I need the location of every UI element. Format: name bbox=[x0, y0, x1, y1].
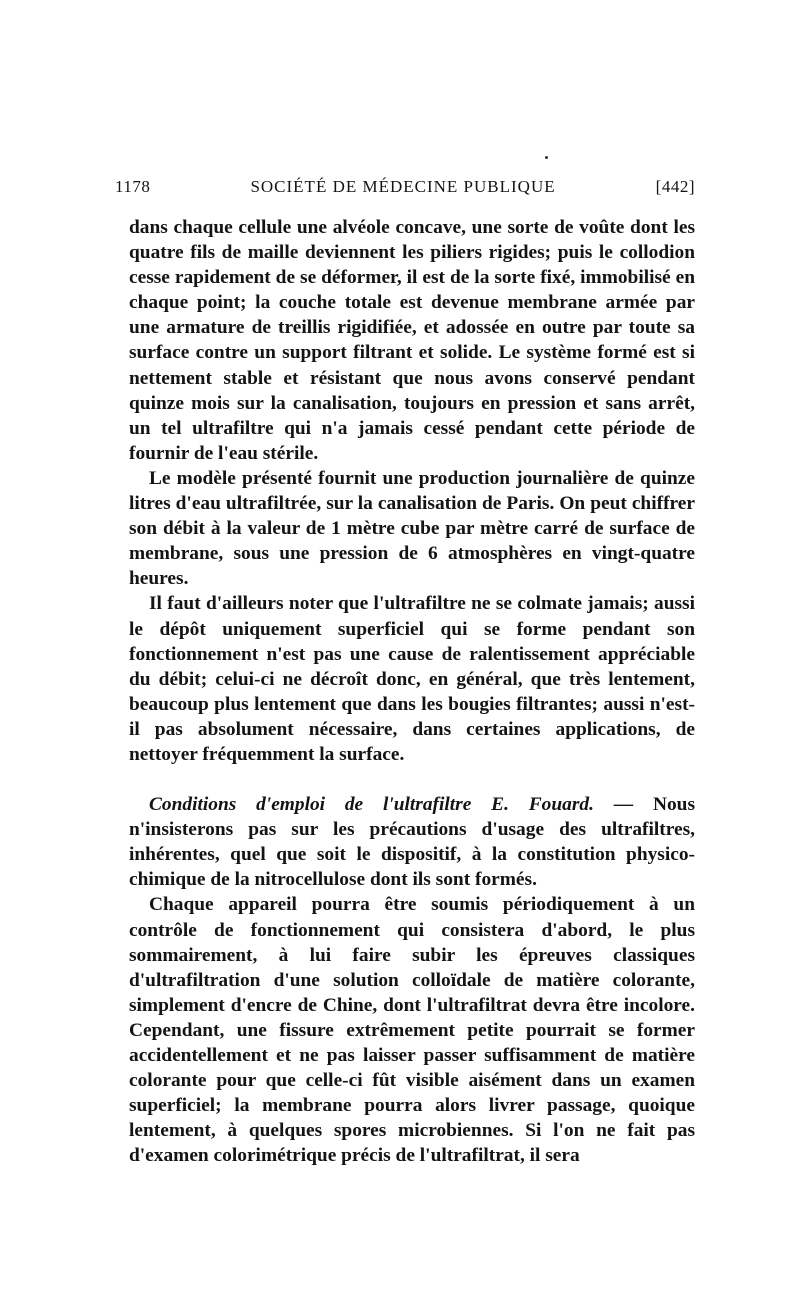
section-heading: Conditions d'emploi de l'ultrafiltre E. Fouard. bbox=[149, 794, 594, 816]
folio-number: [442] bbox=[655, 177, 695, 196]
book-page bbox=[115, 177, 695, 1168]
body-text bbox=[129, 215, 695, 1168]
page-number: 1178 bbox=[115, 177, 151, 196]
running-title: SOCIÉTÉ DE MÉDECINE PUBLIQUE bbox=[250, 177, 556, 196]
running-header bbox=[115, 177, 695, 203]
paragraph-production: Le modèle présenté fournit une production journalière de quinze litres d'eau ultrafiltrée, sur la canalisation de Paris. On peut chiffrer son débit à la valeur de 1 mètre cube par mètre carré de surface de membrane, sous une pression de 6 atmosphères en vingt-quatre heures. bbox=[129, 467, 695, 590]
scan-speck bbox=[545, 156, 548, 159]
section-dash: — bbox=[593, 794, 653, 816]
paragraph-control: Chaque appareil pourra être soumis périodiquement à un contrôle de fonctionnement qui consistera d'abord, le plus sommairement, à lui faire subir les épreuves classiques d'ultrafiltration d'une solution colloïdale de matière colorante, simplement d'encre de Chine, dont l'ultrafiltrat devra être incolore. Cependant, une fissure extrêmement petite pourrait se former accidentellement et ne pas laisser passer suffisamment de matière colorante pour que celle-ci fût visible aisément dans un examen superficiel; la membrane pourra alors livrer passage, quoique lentement, à quelques spores microbiennes. Si l'on ne fait pas d'examen colorimétrique précis de l'ultrafiltrat, il sera bbox=[129, 894, 695, 1167]
paragraph-clogging: Il faut d'ailleurs noter que l'ultrafiltre ne se colmate jamais; aussi le dépôt uniquement superficiel qui se forme pendant son fonctionnement n'est pas une cause de ralentissement appréciable du débit; celui-ci ne décroît donc, en général, que très lentement, beaucoup plus lentement que dans les bougies filtrantes; aussi n'est-il pas absolument nécessaire, dans certaines applications, de nettoyer fréquemment la surface. bbox=[129, 593, 695, 765]
section-conditions-paragraph bbox=[129, 792, 695, 892]
paragraph-continuation: dans chaque cellule une alvéole concave, une sorte de voûte dont les quatre fils de maille deviennent les piliers rigides; puis le collodion cesse rapidement de se déformer, il est de la sorte fixé, immobilisé en chaque point; la couche totale est devenue membrane armée par une armature de treillis rigidifiée, et adossée en outre par toute sa surface contre un support filtrant et solide. Le système formé est si nettement stable et résistant que nous avons conservé pendant quinze mois sur la canalisation, toujours en pression et sans arrêt, un tel ultrafiltre qui n'a jamais cessé pendant cette période de fournir de l'eau stérile. bbox=[129, 217, 695, 464]
section-lead-text: Nous n'insisterons pas sur les précautions d'usage des ultrafiltres, inhérentes, quel que soit le dispositif, à la constitution physico-chimique de la nitrocellulose dont ils sont formés. bbox=[129, 794, 695, 891]
